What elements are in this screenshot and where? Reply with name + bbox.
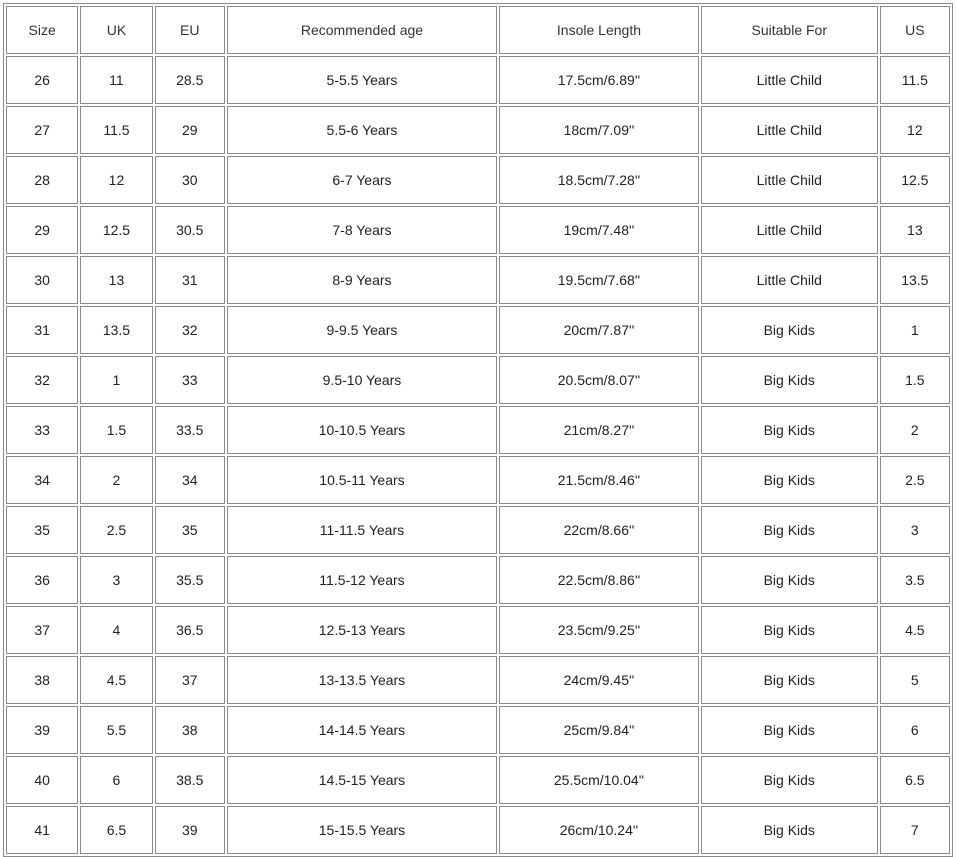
cell-uk: 1.5 — [80, 406, 152, 454]
cell-size: 31 — [6, 306, 78, 354]
header-insole-length: Insole Length — [499, 6, 699, 54]
cell-suitable-for: Big Kids — [701, 306, 878, 354]
cell-recommended-age: 11-11.5 Years — [227, 506, 497, 554]
cell-eu: 33.5 — [155, 406, 225, 454]
header-us: US — [880, 6, 950, 54]
table-row — [6, 106, 950, 154]
cell-recommended-age: 13-13.5 Years — [227, 656, 497, 704]
header-eu: EU — [155, 6, 225, 54]
cell-size: 27 — [6, 106, 78, 154]
cell-us: 2.5 — [880, 456, 950, 504]
cell-us: 7 — [880, 806, 950, 854]
cell-size: 38 — [6, 656, 78, 704]
cell-recommended-age: 8-9 Years — [227, 256, 497, 304]
cell-eu: 29 — [155, 106, 225, 154]
cell-uk: 13 — [80, 256, 152, 304]
table-row — [6, 656, 950, 704]
cell-recommended-age: 12.5-13 Years — [227, 606, 497, 654]
cell-suitable-for: Little Child — [701, 156, 878, 204]
cell-suitable-for: Big Kids — [701, 356, 878, 404]
cell-uk: 5.5 — [80, 706, 152, 754]
cell-eu: 39 — [155, 806, 225, 854]
cell-uk: 4.5 — [80, 656, 152, 704]
cell-insole-length: 21cm/8.27'' — [499, 406, 699, 454]
cell-us: 3 — [880, 506, 950, 554]
cell-recommended-age: 9.5-10 Years — [227, 356, 497, 404]
header-recommended-age: Recommended age — [227, 6, 497, 54]
cell-us: 1.5 — [880, 356, 950, 404]
table-header-row — [6, 6, 950, 54]
cell-us: 12 — [880, 106, 950, 154]
cell-recommended-age: 5.5-6 Years — [227, 106, 497, 154]
cell-recommended-age: 5-5.5 Years — [227, 56, 497, 104]
cell-insole-length: 20.5cm/8.07'' — [499, 356, 699, 404]
cell-uk: 6 — [80, 756, 152, 804]
cell-insole-length: 24cm/9.45'' — [499, 656, 699, 704]
cell-uk: 12 — [80, 156, 152, 204]
cell-eu: 35 — [155, 506, 225, 554]
cell-size: 40 — [6, 756, 78, 804]
cell-us: 4.5 — [880, 606, 950, 654]
cell-recommended-age: 9-9.5 Years — [227, 306, 497, 354]
table-row — [6, 56, 950, 104]
cell-size: 30 — [6, 256, 78, 304]
cell-size: 36 — [6, 556, 78, 604]
cell-size: 28 — [6, 156, 78, 204]
cell-us: 1 — [880, 306, 950, 354]
cell-size: 29 — [6, 206, 78, 254]
cell-uk: 13.5 — [80, 306, 152, 354]
table-row — [6, 406, 950, 454]
cell-insole-length: 19.5cm/7.68'' — [499, 256, 699, 304]
cell-eu: 30 — [155, 156, 225, 204]
cell-insole-length: 19cm/7.48'' — [499, 206, 699, 254]
table-row — [6, 606, 950, 654]
cell-insole-length: 22cm/8.66'' — [499, 506, 699, 554]
cell-suitable-for: Little Child — [701, 256, 878, 304]
cell-suitable-for: Big Kids — [701, 506, 878, 554]
cell-eu: 35.5 — [155, 556, 225, 604]
cell-insole-length: 17.5cm/6.89'' — [499, 56, 699, 104]
cell-us: 11.5 — [880, 56, 950, 104]
cell-insole-length: 18.5cm/7.28'' — [499, 156, 699, 204]
table-row — [6, 356, 950, 404]
cell-suitable-for: Big Kids — [701, 756, 878, 804]
cell-eu: 30.5 — [155, 206, 225, 254]
cell-eu: 32 — [155, 306, 225, 354]
cell-suitable-for: Big Kids — [701, 656, 878, 704]
cell-recommended-age: 10.5-11 Years — [227, 456, 497, 504]
cell-uk: 4 — [80, 606, 152, 654]
header-uk: UK — [80, 6, 152, 54]
cell-eu: 38 — [155, 706, 225, 754]
cell-eu: 33 — [155, 356, 225, 404]
cell-insole-length: 18cm/7.09'' — [499, 106, 699, 154]
cell-us: 2 — [880, 406, 950, 454]
cell-size: 26 — [6, 56, 78, 104]
cell-eu: 28.5 — [155, 56, 225, 104]
cell-suitable-for: Big Kids — [701, 706, 878, 754]
cell-suitable-for: Big Kids — [701, 456, 878, 504]
table-row — [6, 156, 950, 204]
cell-recommended-age: 15-15.5 Years — [227, 806, 497, 854]
cell-uk: 2 — [80, 456, 152, 504]
table-row — [6, 506, 950, 554]
cell-us: 3.5 — [880, 556, 950, 604]
table-row — [6, 206, 950, 254]
cell-insole-length: 20cm/7.87'' — [499, 306, 699, 354]
cell-size: 32 — [6, 356, 78, 404]
cell-suitable-for: Big Kids — [701, 556, 878, 604]
header-size: Size — [6, 6, 78, 54]
cell-insole-length: 26cm/10.24'' — [499, 806, 699, 854]
table-row — [6, 556, 950, 604]
table-row — [6, 756, 950, 804]
header-suitable-for: Suitable For — [701, 6, 878, 54]
size-chart-table — [3, 3, 953, 857]
cell-eu: 31 — [155, 256, 225, 304]
cell-uk: 12.5 — [80, 206, 152, 254]
cell-size: 33 — [6, 406, 78, 454]
cell-uk: 11 — [80, 56, 152, 104]
cell-insole-length: 23.5cm/9.25'' — [499, 606, 699, 654]
table-row — [6, 256, 950, 304]
cell-recommended-age: 10-10.5 Years — [227, 406, 497, 454]
cell-insole-length: 21.5cm/8.46'' — [499, 456, 699, 504]
cell-insole-length: 25.5cm/10.04'' — [499, 756, 699, 804]
cell-eu: 38.5 — [155, 756, 225, 804]
cell-us: 12.5 — [880, 156, 950, 204]
cell-suitable-for: Big Kids — [701, 806, 878, 854]
cell-uk: 2.5 — [80, 506, 152, 554]
cell-recommended-age: 14.5-15 Years — [227, 756, 497, 804]
cell-suitable-for: Little Child — [701, 206, 878, 254]
cell-us: 6.5 — [880, 756, 950, 804]
cell-size: 39 — [6, 706, 78, 754]
cell-suitable-for: Big Kids — [701, 606, 878, 654]
table-row — [6, 806, 950, 854]
cell-suitable-for: Little Child — [701, 56, 878, 104]
cell-recommended-age: 6-7 Years — [227, 156, 497, 204]
table-row — [6, 306, 950, 354]
cell-eu: 34 — [155, 456, 225, 504]
cell-uk: 1 — [80, 356, 152, 404]
cell-uk: 11.5 — [80, 106, 152, 154]
cell-recommended-age: 11.5-12 Years — [227, 556, 497, 604]
cell-us: 13.5 — [880, 256, 950, 304]
table-row — [6, 456, 950, 504]
cell-insole-length: 22.5cm/8.86'' — [499, 556, 699, 604]
cell-uk: 3 — [80, 556, 152, 604]
table-row — [6, 706, 950, 754]
cell-us: 5 — [880, 656, 950, 704]
cell-us: 13 — [880, 206, 950, 254]
cell-suitable-for: Big Kids — [701, 406, 878, 454]
cell-eu: 36.5 — [155, 606, 225, 654]
cell-recommended-age: 14-14.5 Years — [227, 706, 497, 754]
cell-suitable-for: Little Child — [701, 106, 878, 154]
cell-uk: 6.5 — [80, 806, 152, 854]
cell-size: 41 — [6, 806, 78, 854]
table-body — [6, 56, 950, 854]
cell-size: 34 — [6, 456, 78, 504]
cell-us: 6 — [880, 706, 950, 754]
cell-recommended-age: 7-8 Years — [227, 206, 497, 254]
cell-eu: 37 — [155, 656, 225, 704]
cell-size: 37 — [6, 606, 78, 654]
cell-size: 35 — [6, 506, 78, 554]
cell-insole-length: 25cm/9.84'' — [499, 706, 699, 754]
